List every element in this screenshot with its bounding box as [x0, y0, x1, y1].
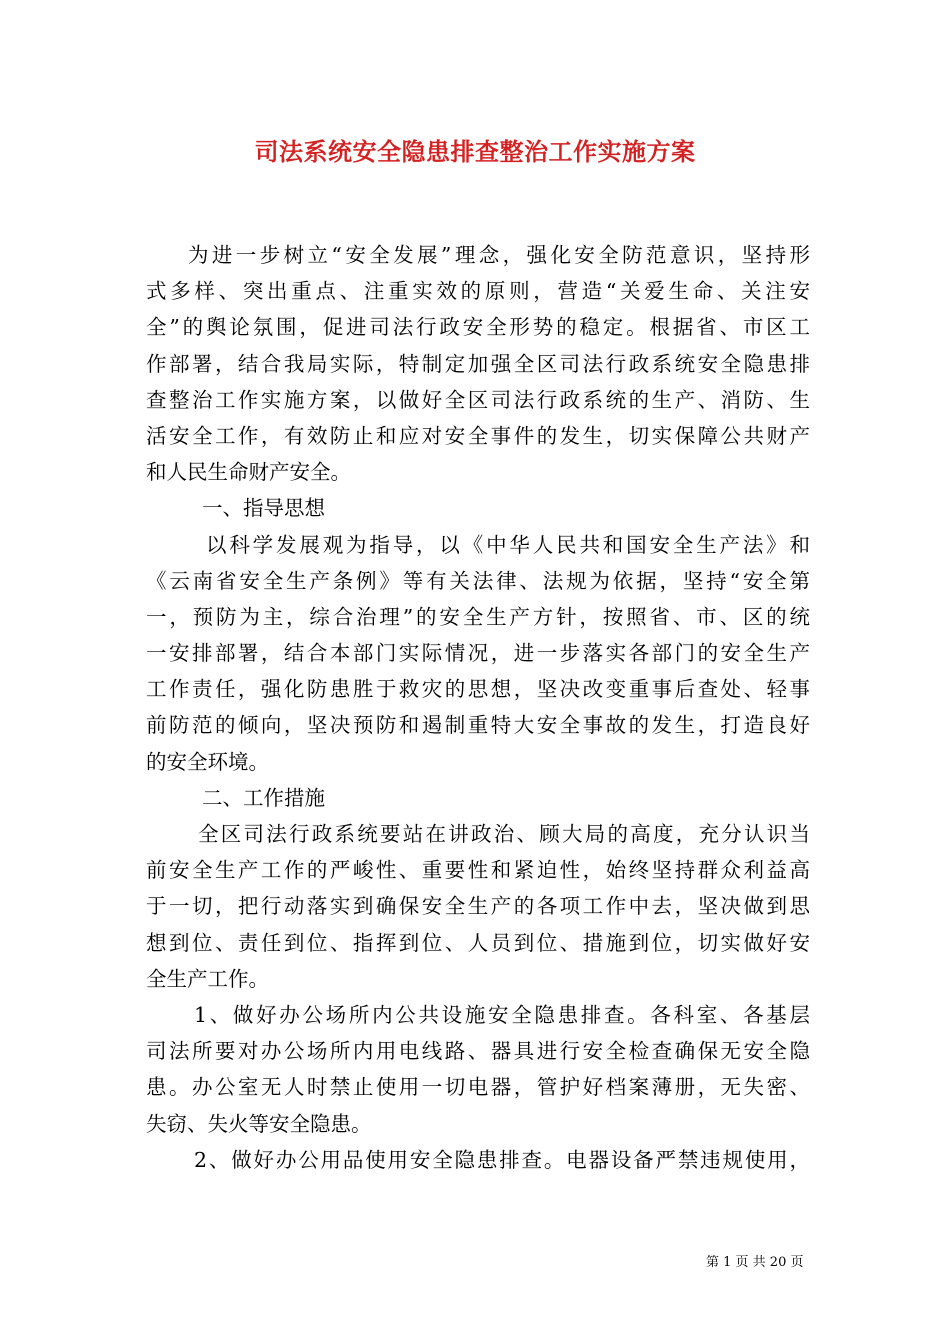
paragraph-line: 前防范的倾向，坚决预防和遏制重特大安全事故的发生，打造良好: [146, 713, 810, 738]
section-heading: 二、工作措施: [202, 785, 325, 810]
page-number-footer: 第 1 页 共 20 页: [706, 1255, 804, 1270]
paragraph-line: 为进一步树立“安全发展”理念，强化安全防范意识，坚持形: [188, 243, 810, 267]
paragraph-line: 患。办公室无人时禁止使用一切电器，管护好档案薄册，无失密、: [146, 1075, 810, 1100]
paragraph-line: 一，预防为主，综合治理”的安全生产方针，按照省、市、区的统: [146, 604, 810, 629]
paragraph-line: 一安排部署，结合本部门实际情况，进一步落实各部门的安全生产: [146, 641, 810, 666]
paragraph-line: 作部署，结合我局实际，特制定加强全区司法行政系统安全隐患排: [146, 351, 810, 376]
paragraph-line: 式多样、突出重点、注重实效的原则，营造“关爱生命、关注安: [146, 279, 810, 304]
paragraph-line: 活安全工作，有效防止和应对安全事件的发生，切实保障公共财产: [146, 423, 810, 448]
paragraph-line: 工作责任，强化防患胜于救灾的思想，坚决改变重事后查处、轻事: [146, 677, 810, 702]
document-title: 司法系统安全隐患排查整治工作实施方案: [254, 137, 696, 166]
paragraph-line: 全区司法行政系统要站在讲政治、顾大局的高度，充分认识当: [198, 822, 810, 846]
paragraph-line: 和人民生命财产安全。: [146, 460, 351, 485]
paragraph-line: 失窃、失火等安全隐患。: [146, 1111, 372, 1136]
paragraph-line: 以科学发展观为指导，以《中华人民共和国安全生产法》和: [206, 532, 810, 557]
paragraph-line: 前安全生产工作的严峻性、重要性和紧迫性，始终坚持群众利益高: [146, 858, 810, 883]
paragraph-line: 想到位、责任到位、指挥到位、人员到位、措施到位，切实做好安: [146, 930, 810, 955]
paragraph-line: 《云南省安全生产条例》等有关法律、法规为依据，坚持“安全第: [146, 568, 810, 593]
paragraph-line: 于一切，把行动落实到确保安全生产的各项工作中去，坚决做到思: [146, 894, 810, 919]
paragraph-line: 的安全环境。: [146, 749, 269, 774]
document-body: [146, 237, 810, 1178]
paragraph-line: 全生产工作。: [146, 966, 269, 991]
paragraph-line: 司法所要对办公场所内用电线路、器具进行安全检查确保无安全隐: [146, 1039, 810, 1064]
section-heading: 一、指导思想: [202, 496, 325, 521]
paragraph-line: 1、做好办公场所内公共设施安全隐患排查。各科室、各基层: [194, 1002, 810, 1027]
paragraph-line: 全”的舆论氛围，促进司法行政安全形势的稳定。根据省、市区工: [146, 315, 810, 340]
paragraph-line: 2、做好办公用品使用安全隐患排查。电器设备严禁违规使用，: [194, 1147, 810, 1172]
paragraph-line: 查整治工作实施方案，以做好全区司法行政系统的生产、消防、生: [146, 387, 810, 412]
